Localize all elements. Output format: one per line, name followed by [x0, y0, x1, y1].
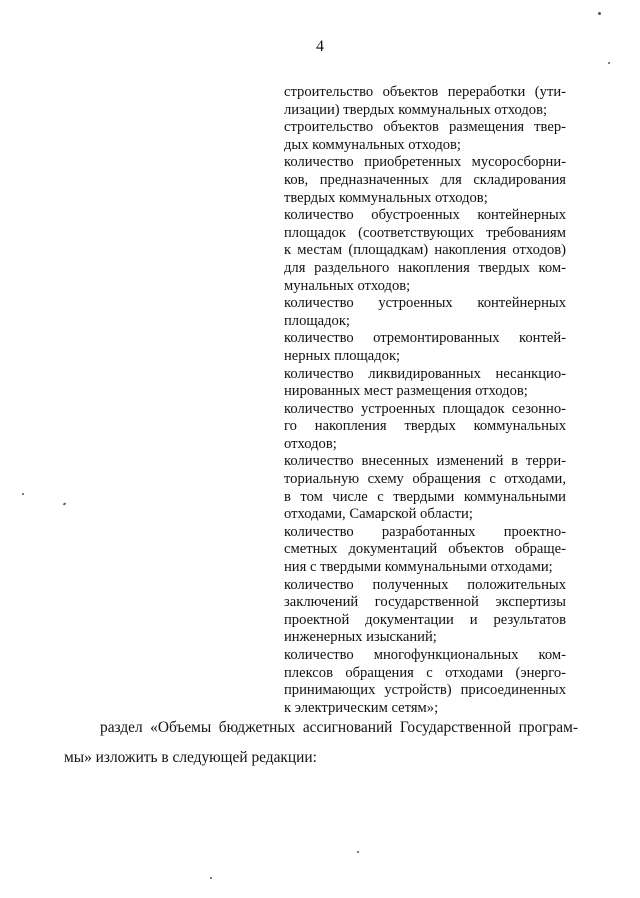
list-line: твердых коммунальных отходов; — [284, 189, 488, 206]
scan-speck — [357, 851, 359, 853]
list-line: лизации) твердых коммунальных отходов; — [284, 101, 548, 118]
list-line: ков, предназначенных для складирования — [284, 171, 566, 188]
list-line: сметных документаций объектов обраще- — [284, 541, 566, 558]
list-line: нированных мест размещения отходов; — [284, 383, 528, 400]
list-line: количество устроенных контейнерных — [284, 295, 566, 312]
list-line: принимающих устройств) присоединенных — [284, 682, 566, 699]
list-item — [284, 647, 566, 717]
body-paragraph — [64, 718, 578, 738]
scan-speck — [22, 493, 24, 495]
scan-speck — [210, 877, 212, 879]
list-line: заключений государственной экспертизы — [284, 594, 566, 611]
list-line: в том числе с твердыми коммунальными — [284, 488, 566, 505]
list-line: количество полученных положительных — [284, 576, 566, 593]
list-item — [284, 577, 566, 647]
list-item — [284, 154, 566, 207]
list-line: нерных площадок; — [284, 347, 401, 364]
list-item — [284, 119, 566, 154]
list-line: строительство объектов размещения твер- — [284, 119, 566, 136]
paragraph-line: мы» изложить в следующей редакции: — [64, 749, 317, 766]
list-line: количество обустроенных контейнерных — [284, 207, 566, 224]
list-item — [284, 207, 566, 295]
list-line: количество приобретенных мусоросборни- — [284, 154, 566, 171]
list-line: отходов; — [284, 435, 337, 452]
list-line: к электрическим сетям»; — [284, 699, 439, 716]
list-item — [284, 453, 566, 523]
scan-speck — [598, 12, 601, 15]
list-line: количество многофункциональных ком- — [284, 647, 566, 663]
page-number: 4 — [316, 38, 324, 55]
list-line: строительство объектов переработки (ути- — [284, 84, 566, 100]
list-line: количество ликвидированных несанкцио- — [284, 365, 566, 382]
list-line: дых коммунальных отходов; — [284, 136, 461, 153]
list-item — [284, 295, 566, 330]
list-line: отходами, Самарской области; — [284, 506, 473, 523]
list-line: ния с твердыми коммунальными отходами; — [284, 559, 553, 576]
list-line: для раздельного накопления твердых ком- — [284, 259, 566, 276]
list-line: мунальных отходов; — [284, 277, 411, 294]
list-line: площадок (соответствующих требованиям — [284, 224, 566, 241]
list-line: ториальную схему обращения с отходами, — [284, 471, 566, 488]
list-line: инженерных изысканий; — [284, 629, 437, 646]
scan-speck — [63, 502, 67, 505]
list-line: количество разработанных проектно- — [284, 523, 566, 540]
indicator-list — [284, 84, 566, 717]
list-line: к местам (площадкам) накопления отходов) — [284, 242, 566, 259]
list-item — [284, 524, 566, 577]
list-line: количество устроенных площадок сезонно- — [284, 400, 566, 417]
paragraph-line: раздел «Объемы бюджетных ассигнований Государственной програм- — [100, 719, 578, 736]
list-line: количество отремонтированных контей- — [284, 330, 566, 347]
list-line: площадок; — [284, 312, 350, 329]
list-item — [284, 401, 566, 454]
list-item — [284, 366, 566, 401]
list-line: проектной документации и результатов — [284, 611, 566, 628]
list-line: плексов обращения с отходами (энерго- — [284, 664, 566, 681]
list-item — [284, 84, 566, 119]
list-line: количество внесенных изменений в терри- — [284, 453, 566, 470]
scan-speck — [608, 62, 610, 64]
body-paragraph-continuation — [64, 748, 578, 768]
list-line: го накопления твердых коммунальных — [284, 418, 566, 435]
list-item — [284, 330, 566, 365]
